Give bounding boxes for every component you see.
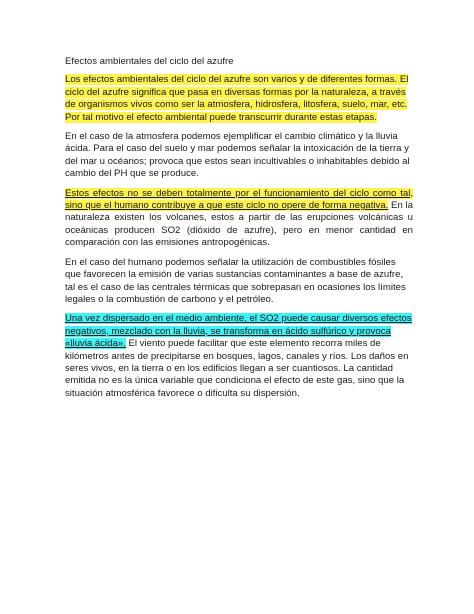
paragraph-1-highlighted-text: Los efectos ambientales del ciclo del azufre son varios y de diferentes formas. El ciclo del azufre significa que pasa en diversas formas por la naturaleza, a través de organismos vivos como ser la atmosfera, hidrosfera, litosfera, suelo, mar, etc. Por tal motivo el efecto ambiental puede transcurrir durante estas etapas. (65, 74, 409, 123)
paragraph-3-highlighted-text: Estos efectos no se deben totalmente por el funcionamiento del ciclo como tal, sino que el humano contribuye a que este ciclo no opere de forma negativa. (65, 187, 413, 212)
document-body (65, 56, 413, 407)
paragraph-5 (65, 313, 413, 400)
document-title: Efectos ambientales del ciclo del azufre (65, 56, 234, 67)
paragraph-5-text: El viento puede facilitar que este elemento recorra miles de kilómetros antes de precipitarse en bosques, lagos, canales y ríos. Los daños en seres vivos, en la tierra o en los edificios llegan a ser cuantiosos. La cantidad emitida no es la única variable que condiciona el efecto de este gas, sino que la situación atmosférica favorece o dificulta su dispersión. (65, 338, 409, 399)
paragraph-3-text: En la naturaleza existen los volcanes, estos a partir de las erupciones volcánicas u oceánicas producen SO2 (dióxido de azufre), pero en menor cantidad en comparación con las emisiones antropogénicas. (65, 200, 413, 249)
paragraph-3 (65, 188, 413, 250)
paragraph-1 (65, 74, 413, 124)
paragraph-4: En el caso del humano podemos señalar la utilización de combustibles fósiles que favorecen la emisión de varias sustancias contaminantes a base de azufre, tal es el caso de las centrales térmicas que sobrepasan en ocasiones los límites legales o la combustión de carbono y el petróleo. (65, 256, 406, 305)
paragraph-5-highlighted-text: Una vez dispersado en el medio ambiente, el SO2 puede causar diversos efectos negativos, mezclado con la lluvia, se transforma en ácido sulfúrico y provoca «lluvia ácida». (65, 313, 412, 350)
paragraph-2: En el caso de la atmosfera podemos ejemplificar el cambio climático y la lluvia ácida. Para el caso del suelo y mar podemos señalar la intoxicación de la tierra y del mar u océanos; provoca que estos sean incultivables o inhabitables debido al cambio del PH que se produce. (65, 131, 410, 180)
